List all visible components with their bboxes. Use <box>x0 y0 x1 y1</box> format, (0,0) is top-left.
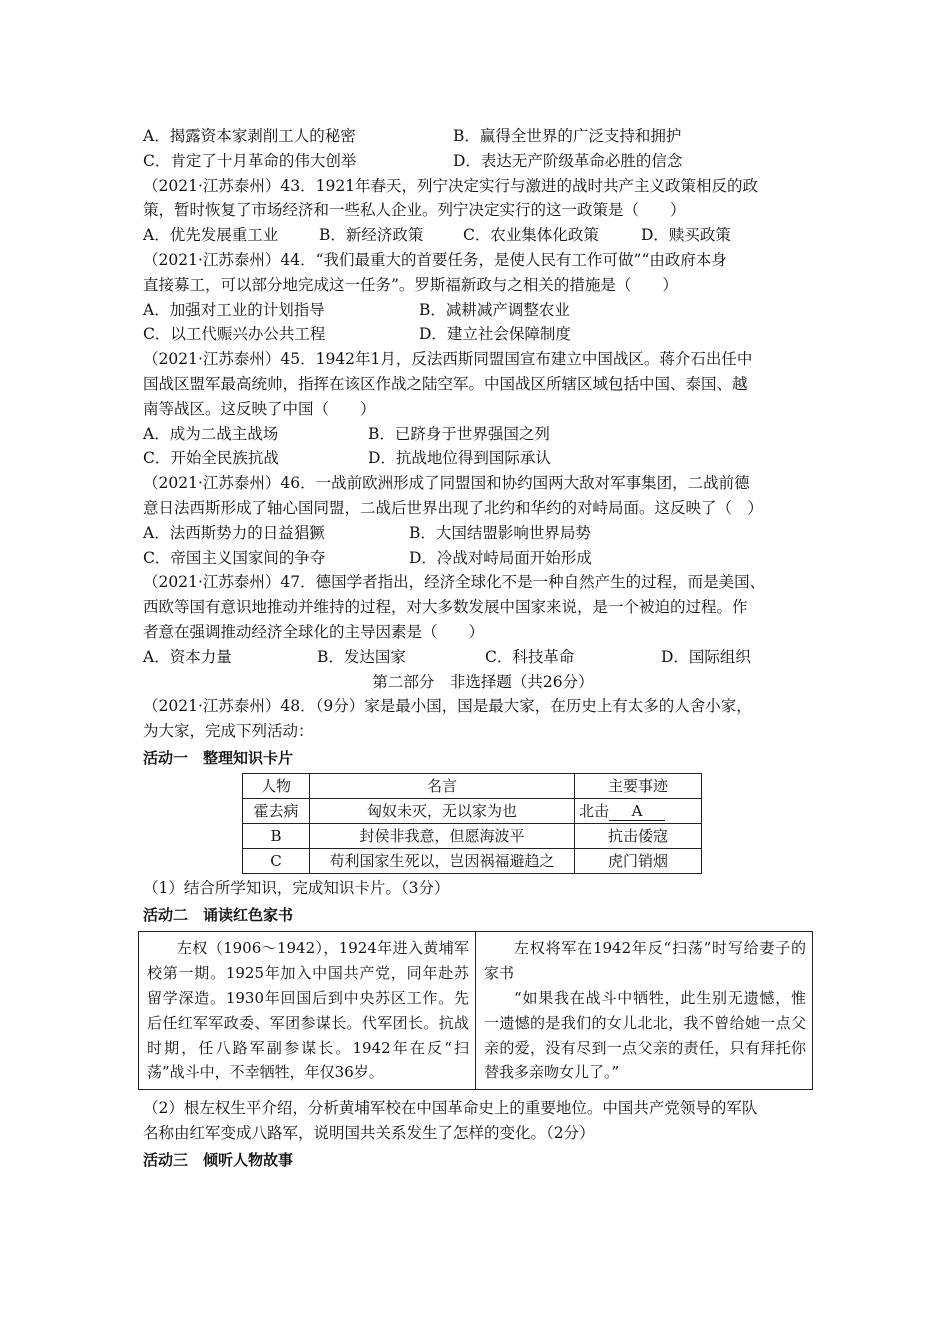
q44-options-cd <box>143 322 823 347</box>
q45-stem-line: （2021·江苏泰州）45．1942年1月，反法西斯同盟国宣布建立中国战区。蒋介石出任中 <box>143 350 753 369</box>
q47-option-c: C．科技革命 <box>485 647 575 666</box>
q46-options-cd <box>143 546 823 571</box>
q44-option-a: A．加强对工业的计划指导 <box>143 300 325 319</box>
blank-a: A <box>609 802 665 821</box>
cell-deeds <box>575 798 702 823</box>
q43-option-b: B．新经济政策 <box>319 226 424 245</box>
q48-stem-line: （2021·江苏泰州）48．（9分）家是最小国，国是最大家，在历史上有太多的人舍小家， <box>143 697 752 716</box>
header-deeds: 主要事迹 <box>575 773 702 798</box>
q45-option-d: D．抗战地位得到国际承认 <box>368 449 551 468</box>
zuoquan-biography <box>139 932 476 1090</box>
cell-deeds: 抗击倭寇 <box>575 823 702 848</box>
q42-options-ab <box>143 124 823 149</box>
page-content <box>143 124 823 1172</box>
family-letter <box>476 932 813 1090</box>
q46-option-d: D．冷战对峙局面开始形成 <box>409 548 592 567</box>
q44-option-b: B．减耕减产调整农业 <box>419 300 570 319</box>
q42-options-cd <box>143 149 823 174</box>
q44-stem-line: （2021·江苏泰州）44．“我们最重大的首要任务，是使人民有工作可做”“由政府本身 <box>143 250 727 269</box>
header-person: 人物 <box>243 773 310 798</box>
activity-one-task: （1）结合所学知识，完成知识卡片。（3分） <box>143 878 450 897</box>
q47-stem-line: 西欧等国有意识地推动并维持的过程，对大多数发展中国家来说，是一个被迫的过程。作 <box>143 598 748 617</box>
part-two-title: 第二部分 非选择题（共26分） <box>372 672 594 691</box>
q42-option-d: D．表达无产阶级革命必胜的信念 <box>453 151 683 170</box>
q47-option-d: D．国际组织 <box>661 647 751 666</box>
cell-quote: 苟利国家生死以，岂因祸福避趋之 <box>310 848 575 873</box>
table-header-row <box>243 773 702 798</box>
q45-stem-line: 国战区盟军最高统帅，指挥在该区作战之陆空军。中国战区所辖区域包括中国、泰国、越 <box>143 374 748 393</box>
q42-option-b: B．赢得全世界的广泛支持和拥护 <box>453 127 682 145</box>
cell-person: B <box>243 823 310 848</box>
q46-stem-line: （2021·江苏泰州）46．一战前欧洲形成了同盟国和协约国两大敌对军事集团，二战前德 <box>143 474 750 493</box>
cell-quote: 封侯非我意，但愿海波平 <box>310 823 575 848</box>
activity-two-heading: 活动二 诵读红色家书 <box>143 905 294 924</box>
q47-stem-line: 者意在强调推动经济全球化的主导因素是（ ） <box>143 622 485 641</box>
q43-stem-line: 策，暂时恢复了市场经济和一些私人企业。列宁决定实行的这一政策是（ ） <box>143 201 686 220</box>
activity-two-task-line: （2）根左权生平介绍，分析黄埔军校在中国革命史上的重要地位。中国共产党领导的军队 <box>143 1099 758 1118</box>
q42-option-c: C．肯定了十月革命的伟大创举 <box>143 151 357 170</box>
q45-option-b: B．已跻身于世界强国之列 <box>368 424 550 443</box>
cell-deeds: 虎门销烟 <box>575 848 702 873</box>
table-row <box>243 823 702 848</box>
q47-option-a: A．资本力量 <box>143 647 232 666</box>
q45-option-c: C．开始全民族抗战 <box>143 449 279 468</box>
table-row <box>243 848 702 873</box>
q43-stem-line: （2021·江苏泰州）43．1921年春天，列宁决定实行与激进的战时共产主义政策相反的政 <box>143 176 759 195</box>
letter-body: “如果我在战斗中牺牲，此生别无遗憾，惟一遗憾的是我们的女儿北北，我不曾给她一点父亲的爱，没有尽到一点父亲的责任，只有拜托你替我多亲吻女儿了。” <box>484 988 806 1082</box>
red-letter-table <box>138 931 813 1090</box>
activity-two-task-line: 名称由红军变成八路军，说明国共关系发生了怎样的变化。（2分） <box>143 1123 595 1142</box>
cell-person: C <box>243 848 310 873</box>
q45-options-cd <box>143 446 823 471</box>
q44-options-ab <box>143 298 823 323</box>
q47-option-b: B．发达国家 <box>317 647 406 666</box>
q43-option-d: D．赎买政策 <box>641 226 731 245</box>
q44-option-c: C．以工代赈兴办公共工程 <box>143 325 326 344</box>
q43-option-c: C．农业集体化政策 <box>463 226 599 245</box>
q47-stem-line: （2021·江苏泰州）47．德国学者指出，经济全球化不是一种自然产生的过程，而是美国、 <box>143 573 766 592</box>
activity-one-heading: 活动一 整理知识卡片 <box>143 748 294 767</box>
q43-option-a: A．优先发展重工业 <box>143 226 279 245</box>
q45-option-a: A．成为二战主战场 <box>143 424 279 443</box>
q45-stem-line: 南等战区。这反映了中国（ ） <box>143 399 376 418</box>
q48-stem-line: 为大家，完成下列活动： <box>143 722 314 741</box>
table-row <box>139 932 813 1090</box>
q44-stem-line: 直接募工，可以部分地完成这一任务”。罗斯福新政与之相关的措施是（ ） <box>143 275 678 294</box>
activity-three-heading: 活动三 倾听人物故事 <box>143 1150 294 1169</box>
cell-quote: 匈奴未灭，无以家为也 <box>310 798 575 823</box>
q42-option-a: A．揭露资本家剥削工人的秘密 <box>143 127 356 145</box>
q46-option-b: B．大国结盟影响世界局势 <box>409 523 591 542</box>
cell-person: 霍去病 <box>243 798 310 823</box>
q45-options-ab <box>143 422 823 447</box>
q47-options <box>143 645 823 670</box>
q46-options-ab <box>143 521 823 546</box>
q44-option-d: D．建立社会保障制度 <box>419 325 571 344</box>
deed-text: 北击 <box>579 801 610 820</box>
knowledge-card-table <box>242 773 702 874</box>
table-row <box>243 798 702 823</box>
q46-stem-line: 意日法西斯形成了轴心国同盟，二战后世界出现了北约和华约的对峙局面。这反映了（ ） <box>143 498 764 517</box>
biography-text: 左权（1906～1942），1924年进入黄埔军校第一期。1925年加入中国共产党，同年赴苏留学深造。1930年回国后到中央苏区工作。先后任红军军政委、军团参谋长。代军团长。抗战时期，任八路军副参谋长。1942年在反“扫荡”战斗中，不幸牺牲，年仅36岁。 <box>147 939 469 1082</box>
q46-option-c: C．帝国主义国家间的争夺 <box>143 548 326 567</box>
q46-option-a: A．法西斯势力的日益猖獗 <box>143 523 325 542</box>
q43-options <box>143 223 823 248</box>
letter-title: 左权将军在1942年反“扫荡”时写给妻子的家书 <box>484 939 806 983</box>
header-quote: 名言 <box>310 773 575 798</box>
